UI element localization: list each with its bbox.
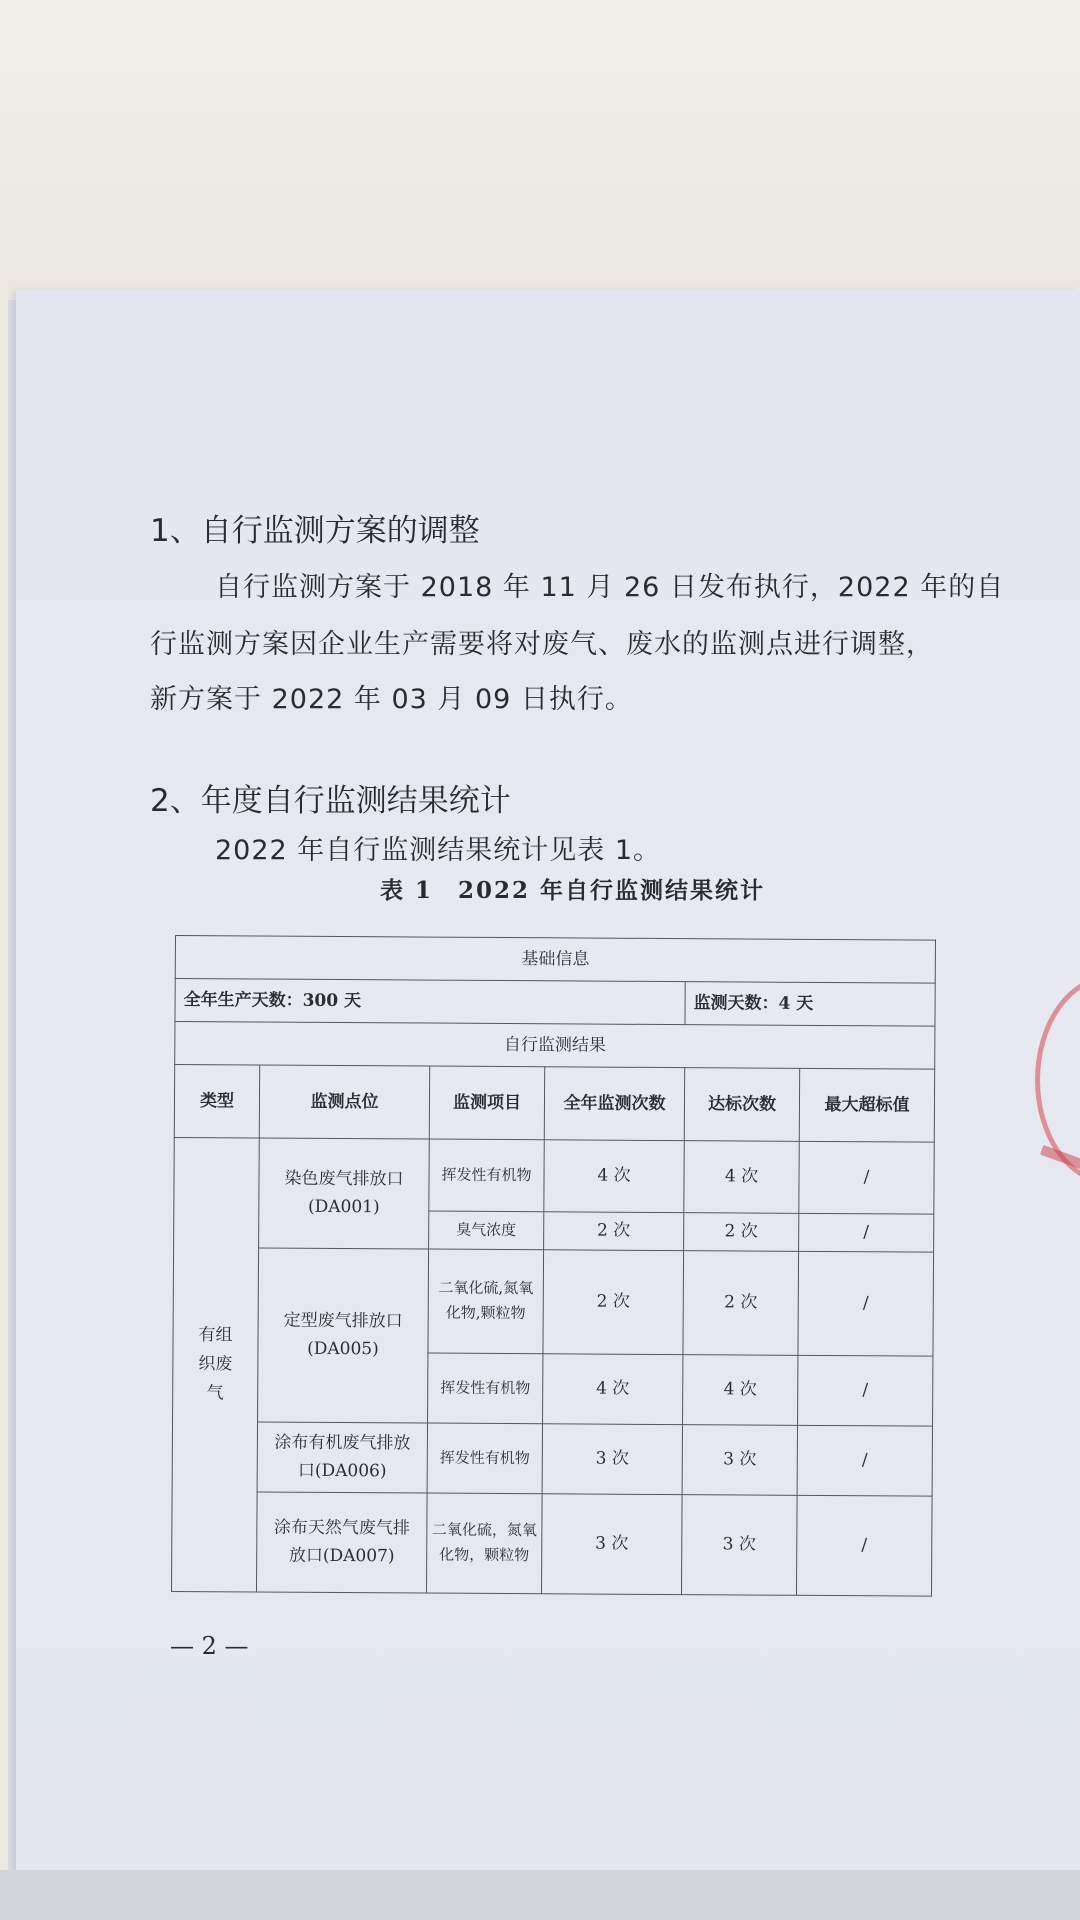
count-cell: 4 次	[544, 1140, 684, 1213]
point-cell: 涂布有机废气排放口(DA006)	[257, 1422, 427, 1493]
background-surface	[0, 0, 1080, 300]
section-1-paragraph-line-1: 自行监测方案于 2018 年 11 月 26 日发布执行，2022 年的自	[215, 572, 1005, 603]
max-cell: /	[799, 1213, 934, 1252]
basic-info-title: 基础信息	[175, 936, 935, 984]
item-cell: 二氧化硫，氮氧化物，颗粒物	[426, 1493, 542, 1594]
point-cell: 染色废气排放口(DA001)	[259, 1138, 430, 1249]
point-cell: 涂布天然气废气排放口(DA007)	[256, 1492, 427, 1593]
monitoring-results-table	[171, 935, 936, 1597]
section-1-paragraph-line-2: 行监测方案因企业生产需要将对废气、废水的监测点进行调整，	[150, 629, 934, 660]
passed-cell: 4 次	[683, 1355, 798, 1426]
max-cell: /	[798, 1251, 934, 1356]
lower-surface	[0, 1870, 1080, 1920]
count-cell: 3 次	[542, 1424, 682, 1495]
max-cell: /	[796, 1495, 932, 1596]
max-cell: /	[797, 1425, 932, 1496]
results-title: 自行监测结果	[175, 1022, 935, 1070]
column-header-max-exceedance: 最大超标值	[799, 1068, 934, 1142]
passed-cell: 3 次	[682, 1425, 797, 1496]
column-header-item: 监测项目	[429, 1066, 544, 1140]
max-cell: /	[798, 1355, 933, 1426]
section-2-heading: 2、年度自行监测结果统计	[150, 783, 511, 819]
column-header-point: 监测点位	[259, 1065, 429, 1139]
count-cell: 3 次	[541, 1494, 682, 1595]
passed-cell: 3 次	[681, 1494, 797, 1595]
table-caption: 表 1 2022 年自行监测结果统计	[380, 877, 766, 904]
table-row	[172, 1421, 932, 1496]
item-cell: 挥发性有机物	[427, 1423, 542, 1494]
item-cell: 挥发性有机物	[429, 1139, 544, 1212]
passed-cell: 4 次	[684, 1141, 799, 1214]
max-cell: /	[799, 1141, 934, 1214]
column-header-passed-count: 达标次数	[684, 1068, 799, 1142]
table-row	[173, 1247, 934, 1356]
section-2-paragraph: 2022 年自行监测结果统计见表 1。	[215, 835, 662, 866]
point-cell: 定型废气排放口(DA005)	[258, 1248, 429, 1423]
count-cell: 2 次	[544, 1212, 684, 1251]
monitoring-days-cell: 监测天数：4 天	[685, 982, 935, 1027]
table-row	[171, 1491, 932, 1596]
item-cell: 臭气浓度	[429, 1211, 544, 1250]
item-cell: 二氧化硫,氮氧化物,颗粒物	[428, 1249, 544, 1354]
passed-cell: 2 次	[684, 1213, 799, 1252]
item-cell: 挥发性有机物	[428, 1353, 543, 1424]
count-cell: 2 次	[543, 1250, 684, 1355]
count-cell: 4 次	[543, 1354, 683, 1425]
type-cell: 有组织废气	[171, 1137, 259, 1591]
production-days-cell: 全年生产天数：300 天	[175, 979, 685, 1025]
table-row	[174, 1137, 934, 1214]
column-header-type: 类型	[174, 1065, 259, 1139]
section-1-heading: 1、自行监测方案的调整	[150, 513, 480, 549]
passed-cell: 2 次	[683, 1251, 799, 1356]
section-1-paragraph-line-3: 新方案于 2022 年 03 月 09 日执行。	[150, 684, 633, 715]
column-header-annual-count: 全年监测次数	[544, 1067, 684, 1141]
page-number: — 2 —	[170, 1632, 249, 1660]
